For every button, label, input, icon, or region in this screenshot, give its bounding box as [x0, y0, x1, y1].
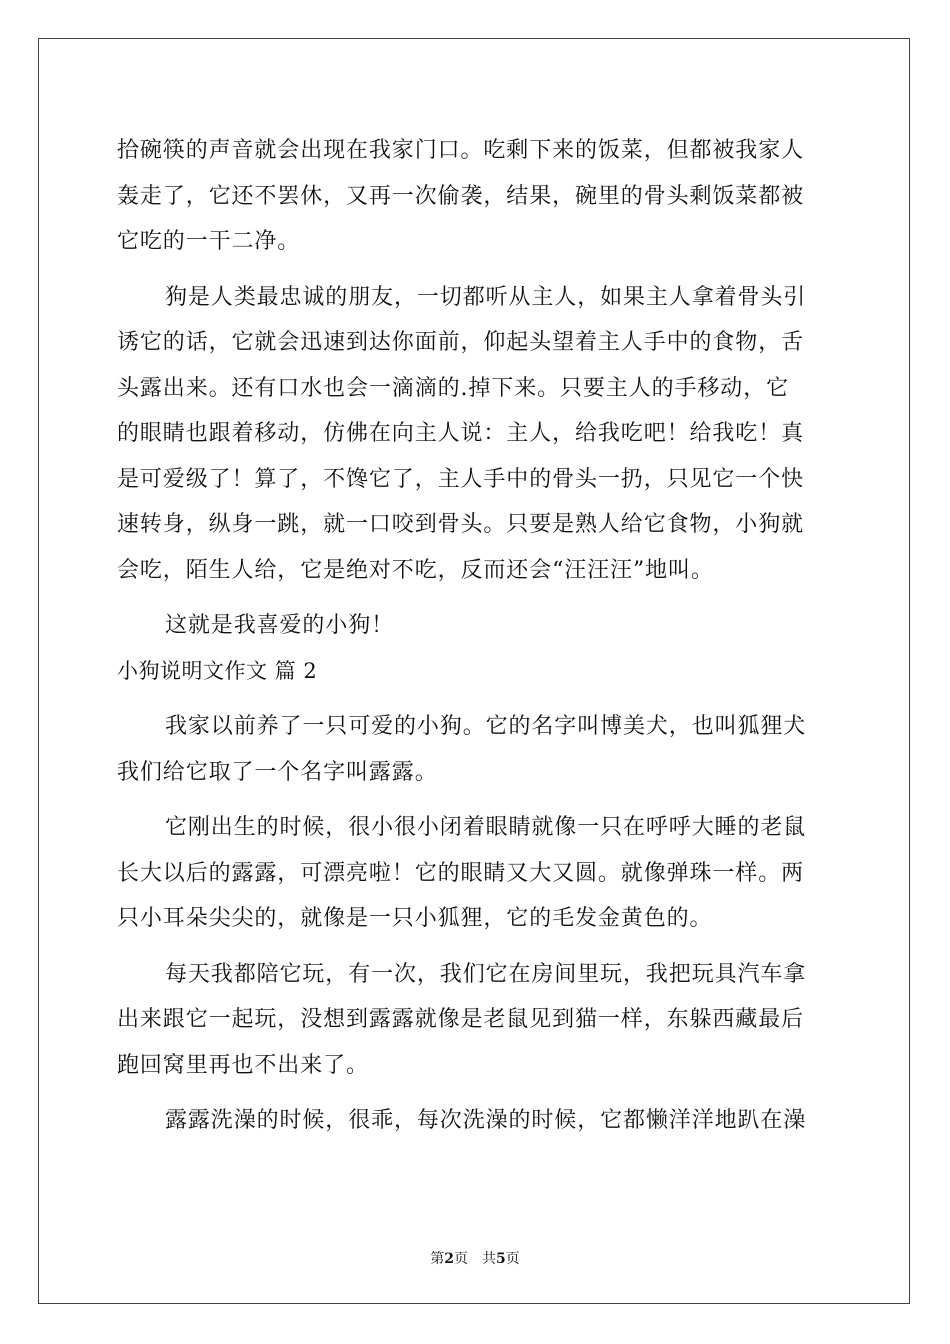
paragraph	[117, 1098, 833, 1144]
text-line: 露露洗澡的时候，很乖，每次洗澡的时候，它都懒洋洋地趴在澡	[165, 1108, 807, 1133]
total-prefix: 共	[482, 1251, 496, 1267]
paragraph	[117, 704, 833, 795]
text-line: 诱它的话，它就会迅速到达你面前，仰起头望着主人手中的食物，舌	[117, 330, 805, 355]
text-line: 是可爱级了！算了，不馋它了，主人手中的骨头一扔，只见它一个快	[117, 466, 805, 492]
text-line: 头露出来。还有口水也会一滴滴的.掉下来。只要主人的手移动，它	[117, 375, 789, 401]
paragraph	[117, 603, 833, 649]
text-line: 我们给它取了一个名字叫露露。	[117, 759, 438, 785]
text-line: 它吃的一干二净。	[117, 229, 301, 254]
heading-text: 小狗说明文作文 篇 2	[117, 658, 318, 683]
text-line: 只小耳朵尖尖的，就像是一只小狐狸，它的毛发金黄色的。	[117, 906, 713, 931]
total-unit: 页	[505, 1251, 520, 1267]
page-current: 2	[444, 1251, 454, 1267]
paragraph	[117, 805, 833, 942]
text-line: 拾碗筷的声音就会出现在我家门口。吃剩下来的饭菜，但都被我家人	[117, 138, 805, 163]
page-prefix: 第	[430, 1251, 445, 1267]
text-line: 的眼睛也跟着移动，仿佛在向主人说：主人，给我吃吧！给我吃！真	[117, 421, 805, 446]
page-unit: 页	[454, 1251, 468, 1267]
text-line: 长大以后的露露，可漂亮啦！它的眼睛又大又圆。就像弹珠一样。两	[117, 860, 805, 886]
text-line: 轰走了，它还不罢休，又再一次偷袭，结果，碗里的骨头剩饭菜都被	[117, 183, 805, 209]
text-line: 出来跟它一起玩，没想到露露就像是老鼠见到猫一样，东躲西藏最后	[117, 1007, 805, 1032]
text-line: 狗是人类最忠诚的朋友，一切都听从主人，如果主人拿着骨头引	[165, 284, 807, 310]
page-total: 5	[496, 1251, 506, 1267]
document-body	[117, 128, 833, 1144]
text-line: 这就是我喜爱的小狗！	[165, 613, 395, 638]
page-footer	[0, 1248, 950, 1268]
paragraph	[117, 128, 833, 265]
text-line: 速转身，纵身一跳，就一口咬到骨头。只要是熟人给它食物，小狗就	[117, 512, 805, 537]
text-line: 我家以前养了一只可爱的小狗。它的名字叫博美犬，也叫狐狸犬	[165, 714, 807, 739]
section-heading	[117, 649, 833, 695]
paragraph	[117, 275, 833, 594]
text-line: 它刚出生的时候，很小很小闭着眼睛就像一只在呼呼大睡的老鼠	[165, 815, 807, 840]
text-line: 每天我都陪它玩，有一次，我们它在房间里玩，我把玩具汽车拿	[165, 961, 807, 987]
text-line: 会吃，陌生人给，它是绝对不吃，反而还会“汪汪汪”地叫。	[117, 557, 714, 583]
paragraph	[117, 952, 833, 1089]
text-line: 跑回窝里再也不出来了。	[117, 1052, 369, 1078]
